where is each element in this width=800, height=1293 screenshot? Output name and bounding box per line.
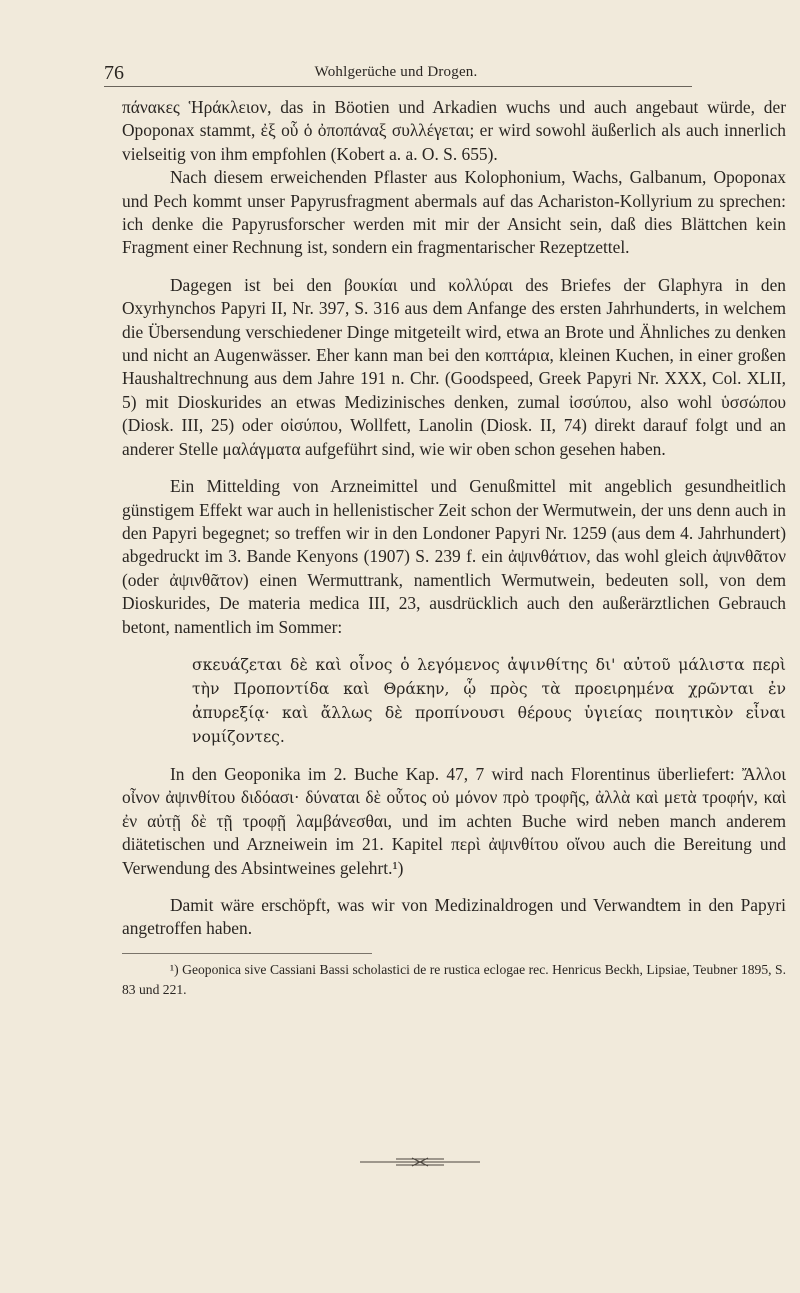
paragraph-glaphyra: Dagegen ist bei den βουκίαι und κολλύραι des Briefes der Glaphyra in den Oxyrhynchos Papyri II, Nr. 397, S. 316 aus dem Anfange des ersten Jahrhunderts, in welchem die Übersendung verschiedener Dinge mitgeteilt wird, etwa an Brote und Ähnliches zu denken und nicht an Augenwässer. Eher kann man bei den κοπτάρια, kleinen Kuchen, in einer großen Haushaltrechnung aus dem Jahre 191 n. Chr. (Goodspeed, Greek Papyri Nr. XXX, Col. XLII, 5) mit Dioskurides an etwas Medizinisches denken, zumal ἰσσύπου, also wohl ὑσσώπου (Diosk. III, 25) oder οἰσύπου, Wollfett, Lanolin (Diosk. II, 74) direkt darauf folgt und an anderer Stelle μαλάγματα aufgeführt sind, wie wir oben schon gesehen haben.: [122, 274, 786, 459]
page-body: [122, 96, 786, 1000]
paragraph-continued: πάνακες Ἡράκλειον, das in Böotien und Arkadien wuchs und auch angebaut würde, der Opoponax stammt, ἐξ οὗ ὁ ὀποπάναξ συλλέγεται; er wird sowohl äußerlich als auch innerlich vielseitig von ihm empfohlen (Kobert a. a. O. S. 655).: [122, 97, 786, 164]
paragraph-geoponika: In den Geoponika im 2. Buche Kap. 47, 7 wird nach Florentinus überliefert: Ἄλλοι οἶνον ἀψινθίτου διδόασι· δύναται δὲ οὗτος οὐ μόνον πρὸ τροφῆς, ἀλλὰ καὶ μετὰ τροφήν, καὶ ἐν αὐτῇ δὲ τῇ τροφῇ λαμβάνεσθαι, und im achten Buche wird neben manch anderem diätetischen und Arzneiwein im 21. Kapitel περὶ ἀψινθίτου οἴνου auch die Bereitung und Verwendung des Absintweines gelehrt.¹): [122, 763, 786, 878]
header-rule: [104, 86, 692, 87]
page-number: 76: [104, 62, 124, 84]
ornament-icon: [360, 1156, 480, 1168]
greek-quotation: σκευάζεται δὲ καὶ οἶνος ὁ λεγόμενος ἀψινθίτης δι' αὐτοῦ μάλιστα περὶ τὴν Προποντίδα καὶ Θράκην, ᾧ πρὸς τὰ προειρημένα χρῶνται ἐν ἀπυρεξίᾳ· καὶ ἄλλως δὲ προπίνουσι θέρους ὑγιείας ποιητικὸν εἶναι νομίζοντες.: [192, 655, 786, 746]
paragraph-conclusion: Damit wäre erschöpft, was wir von Medizinaldrogen und Verwandtem in den Papyri angetroffen haben.: [122, 894, 786, 939]
footnote-rule: [122, 953, 372, 954]
paragraph-wermutwein: Ein Mittelding von Arzneimittel und Genußmittel mit angeblich gesundheitlich günstigem Effekt war auch in hellenistischer Zeit schon der Wermutwein, der uns denn auch in den Papyri begegnet; so treffen wir in den Londoner Papyri Nr. 1259 (aus dem 4. Jahrhundert) abgedruckt im 3. Bande Kenyons (1907) S. 239 f. ein ἀψινθάτιον, das wohl gleich ἀψινθᾶτον (oder ἀψινθᾶτον) einen Wermuttrank, namentlich Wermutwein, bedeuten soll, von dem Dioskurides, De materia medica III, 23, ausdrücklich auch den außerärztlichen Gebrauch betont, namentlich im Sommer:: [122, 476, 786, 637]
end-ornament: [360, 1156, 480, 1168]
page-header: [104, 62, 688, 86]
running-title: Wohlgerüche und Drogen.: [314, 64, 478, 80]
paragraph-pflaster: Nach diesem erweichenden Pflaster aus Kolophonium, Wachs, Galbanum, Opoponax und Pech kommt unser Papyrusfragment abermals auf das Achariston-Kollyrium zu sprechen: ich denke die Papyrusforscher werden mit mir der Ansicht sein, daß dies Blättchen kein Fragment einer Rechnung ist, sondern ein fragmentarischer Rezeptzettel.: [122, 167, 786, 258]
footnote: ¹) Geoponica sive Cassiani Bassi scholastici de re rustica eclogae rec. Henricus Beckh, Lipsiae, Teubner 1895, S. 83 und 221.: [122, 961, 786, 997]
